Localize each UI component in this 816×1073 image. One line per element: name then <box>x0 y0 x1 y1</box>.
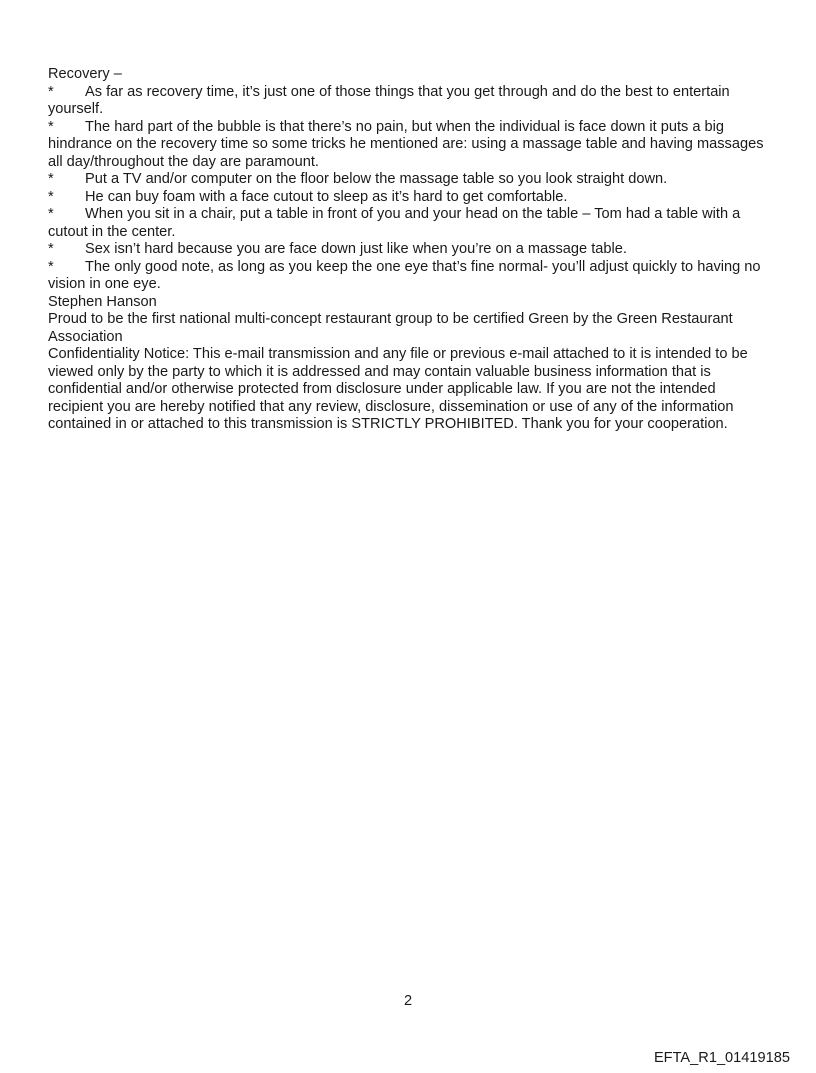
signature: Stephen Hanson <box>48 293 157 310</box>
bullet-item <box>48 84 768 119</box>
bullet-marker: * <box>48 171 54 187</box>
bullet-marker: * <box>48 206 54 222</box>
bullet-marker: * <box>48 258 54 275</box>
bullet-text: The hard part of the bubble is that there’s no pain, but when the individual is face down it puts a big hindrance on the recovery time so some tricks he mentioned are: using a massage table and having massages all day/throughout the day are paramount. <box>48 118 764 170</box>
heading: Recovery – <box>48 66 122 82</box>
page-number: 2 <box>403 993 413 1009</box>
bullet-item <box>48 259 768 294</box>
confidentiality-notice: Confidentiality Notice: This e-mail transmission and any file or previous e-mail attached to it is intended to be viewed only by the party to which it is addressed and may contain valuable business information that is confidential and/or otherwise protected from disclosure under applicable law. If you are not the intended recipient you are hereby notified that any review, disclosure, dissemination or use of any of the information contained in or attached to this transmission is STRICTLY PROHIBITED. Thank you for your cooperation. <box>48 346 748 432</box>
bullet-marker: * <box>48 241 54 257</box>
bullet-item <box>48 241 768 259</box>
bullet-text: When you sit in a chair, put a table in front of you and your head on the table – Tom had a table with a cutout in the center. <box>48 206 741 240</box>
bullet-marker: * <box>48 83 54 100</box>
bullet-item <box>48 171 768 189</box>
bullet-item <box>48 206 768 241</box>
bullet-text: Sex isn’t hard because you are face down just like when you’re on a massage table. <box>85 241 627 257</box>
bullet-text: As far as recovery time, it’s just one of those things that you get through and do the best to entertain yourself. <box>48 83 730 117</box>
bullet-text: Put a TV and/or computer on the floor below the massage table so you look straight down. <box>85 171 668 187</box>
bates-number: EFTA_R1_01419185 <box>653 1050 790 1066</box>
tagline: Proud to be the first national multi-concept restaurant group to be certified Green by the Green Restaurant Association <box>48 311 733 345</box>
bullet-item <box>48 189 768 207</box>
bullet-text: The only good note, as long as you keep the one eye that’s fine normal- you’ll adjust quickly to having no vision in one eye. <box>48 258 761 292</box>
bullet-item <box>48 119 768 172</box>
bullet-marker: * <box>48 118 54 135</box>
bullet-marker: * <box>48 188 54 205</box>
bullet-text: He can buy foam with a face cutout to sleep as it’s hard to get comfortable. <box>85 188 568 205</box>
